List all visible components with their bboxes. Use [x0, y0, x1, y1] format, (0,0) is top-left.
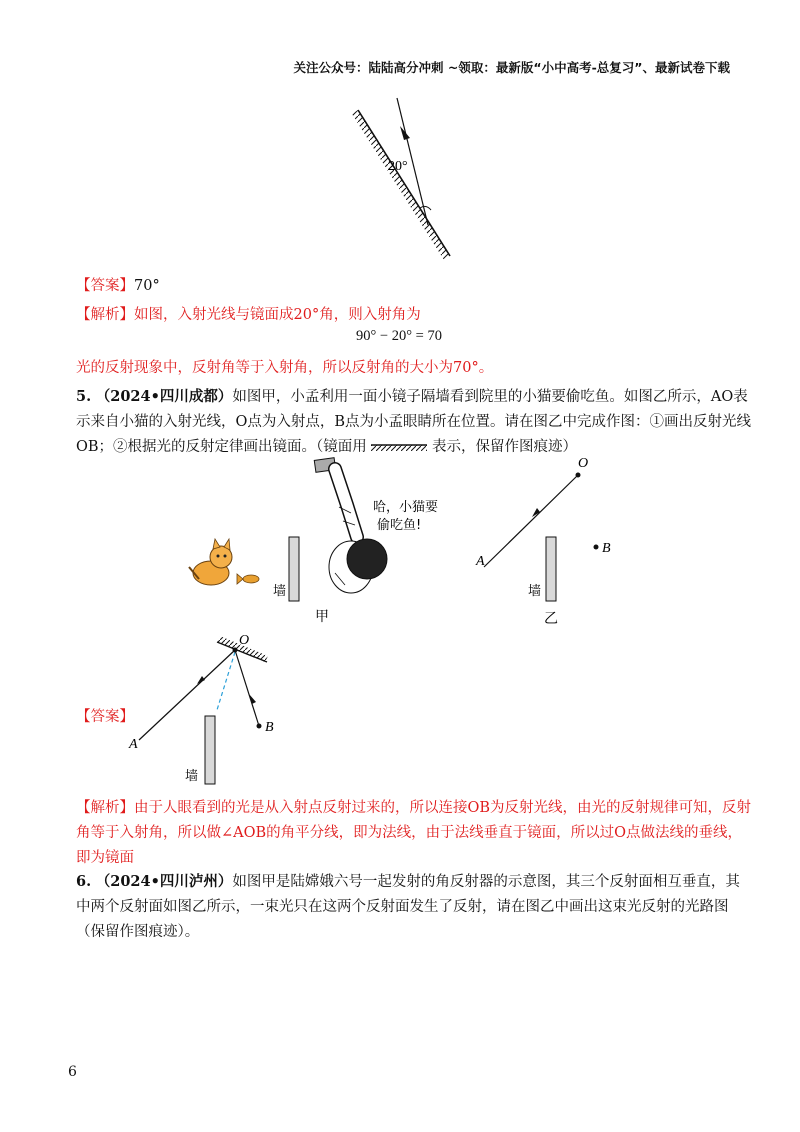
- figure-jia: [185, 455, 439, 625]
- q4-analysis-line1: 【解析】如图，入射光线与镜面成20°角，则入射角为: [76, 307, 421, 323]
- point-B: [257, 724, 262, 729]
- label-A: A: [129, 737, 138, 752]
- label-B: B: [602, 541, 611, 556]
- figure-jia-caption: 甲: [315, 609, 329, 625]
- speech-line1: 哈，小猫要: [373, 500, 439, 515]
- wall-block: [205, 716, 215, 784]
- figure-yi-caption: 乙: [544, 611, 558, 627]
- incident-ray-AO: [484, 475, 578, 567]
- incident-arrow: [197, 676, 205, 684]
- label-A: A: [476, 554, 485, 569]
- point-O: [233, 648, 238, 653]
- ray-arrow: [400, 126, 410, 140]
- q5-line2: 示来自小猫的入射光线，O点为入射点，B点为小孟眼睛所在位置。请在图乙中完成作图：①画出反射光线: [76, 414, 752, 430]
- q5-line1: 5. （2024•四川成都）如图甲，小孟利用一面小镜子隔墙看到院里的小猫要偷吃鱼。如图乙所示，AO表: [76, 388, 748, 405]
- q5-analysis-line2: 角等于入射角，所以做∠AOB的角平分线，即为法线，由于法线垂直于镜面，所以过O点做法线的垂线，: [76, 825, 743, 841]
- point-B: [594, 545, 599, 550]
- angle-arc: [420, 206, 431, 210]
- q4-analysis-line2: 光的反射现象中，反射角等于入射角，所以反射角的大小为70°。: [76, 360, 494, 376]
- incident-ray: [139, 650, 235, 740]
- speech-line2: 偷吃鱼!: [377, 518, 422, 533]
- q5-analysis-line3: 即为镜面: [76, 850, 134, 866]
- label-O: O: [578, 456, 589, 471]
- q6-line1: 6. （2024•四川泸州）如图甲是陆嫦娥六号一起发射的角反射器的示意图，其三个反射面相互垂直，其: [76, 873, 740, 890]
- q4-answer: 【答案】70°: [76, 278, 160, 294]
- q6-line3: （保留作图痕迹）。: [76, 924, 200, 940]
- figure-yi: [470, 455, 630, 630]
- label-O: O: [239, 633, 250, 648]
- mirror-hatch: [352, 110, 450, 260]
- fish-illustration: [237, 574, 259, 584]
- q5-answer-figure: [125, 630, 295, 790]
- page-header: 关注公众号：陆陆高分冲刺 ~领取：最新版“小中高考-总复习”、最新试卷下载: [293, 60, 730, 75]
- mirror-incident-figure: [340, 92, 460, 264]
- q6-line2: 中两个反射面如图乙所示，一束光只在这两个反射面发生了反射，请在图乙中画出这束光反射的光路图: [76, 899, 729, 915]
- angle-label: 20°: [388, 159, 408, 174]
- wall-label: 墙: [185, 769, 199, 784]
- wall-block: [289, 537, 299, 601]
- normal-line: [217, 652, 235, 710]
- wall-label: 墙: [273, 584, 287, 599]
- q5-line3: OB；②根据光的反射定律画出镜面。（镜面用 表示，保留作图痕迹）: [76, 439, 578, 455]
- wall-block: [546, 537, 556, 601]
- point-O: [576, 473, 581, 478]
- reflected-ray: [235, 650, 259, 726]
- q5-answer-tag: 【答案】: [76, 709, 134, 725]
- q5-analysis-line1: 【解析】由于人眼看到的光是从入射点反射过来的，所以连接OB为反射光线，由光的反射规律可知，反射: [76, 800, 752, 816]
- page-number: 6: [68, 1064, 77, 1080]
- q4-formula: 90° − 20° = 70: [356, 328, 442, 344]
- mirror-symbol-icon: [371, 441, 427, 453]
- cat-illustration: [189, 539, 232, 585]
- label-B: B: [265, 720, 274, 735]
- wall-label: 墙: [528, 584, 542, 599]
